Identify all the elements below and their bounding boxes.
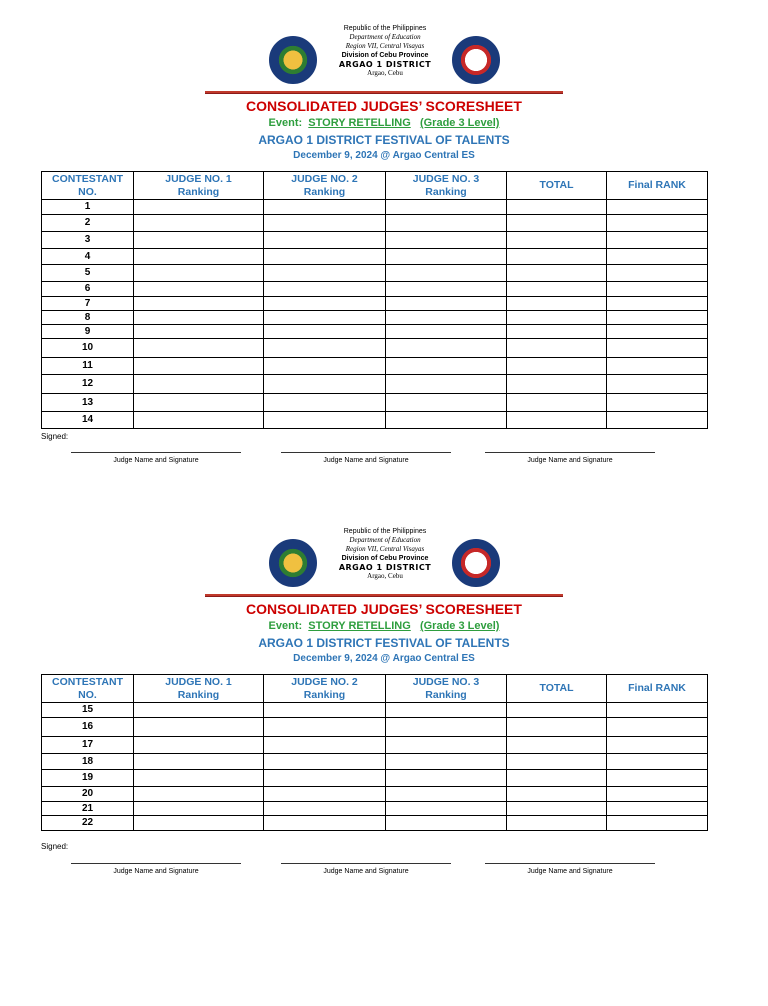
- contestant-number: 16: [42, 718, 134, 737]
- judge-2-cell[interactable]: [264, 358, 386, 375]
- judge-2-cell[interactable]: [264, 802, 386, 816]
- judge-1-cell[interactable]: [134, 311, 264, 325]
- cebu-province-seal-icon: [269, 539, 317, 587]
- contestant-number: 2: [42, 215, 134, 232]
- page-title: CONSOLIDATED JUDGES’ SCORESHEET: [246, 98, 522, 114]
- table-row: [42, 412, 708, 429]
- final-rank-cell[interactable]: [607, 215, 708, 232]
- event-name: STORY RETELLING: [308, 620, 411, 632]
- table-header-row: [42, 172, 708, 200]
- judge-1-cell[interactable]: [134, 703, 264, 718]
- judge-2-cell[interactable]: [264, 339, 386, 358]
- letterhead-region: Region VII, Central Visayas: [345, 42, 425, 50]
- final-rank-cell[interactable]: [607, 737, 708, 754]
- total-cell[interactable]: [507, 311, 607, 325]
- event-name: STORY RETELLING: [308, 117, 411, 129]
- judge-2-cell[interactable]: [264, 412, 386, 429]
- judge-2-cell[interactable]: [264, 232, 386, 249]
- final-rank-cell[interactable]: [607, 816, 708, 831]
- table-row: [42, 282, 708, 297]
- judge-2-cell[interactable]: [264, 200, 386, 215]
- judge-3-cell[interactable]: [386, 311, 507, 325]
- contestant-number: 19: [42, 770, 134, 787]
- judge-1-cell[interactable]: [134, 297, 264, 311]
- final-rank-cell[interactable]: [607, 394, 708, 412]
- event-date: December 9, 2024 @ Argao Central ES: [293, 653, 475, 664]
- letterhead-division: Division of Cebu Province: [341, 555, 429, 562]
- signature-label: Judge Name and Signature: [323, 457, 409, 464]
- judge-2-cell[interactable]: [264, 311, 386, 325]
- total-cell[interactable]: [507, 215, 607, 232]
- letterhead-text: [325, 527, 445, 581]
- event-level: (Grade 3 Level): [419, 620, 500, 632]
- table-row: [42, 339, 708, 358]
- final-rank-cell[interactable]: [607, 311, 708, 325]
- contestant-number: 10: [42, 339, 134, 358]
- final-rank-cell[interactable]: [607, 718, 708, 737]
- total-cell[interactable]: [507, 737, 607, 754]
- judge-signature-1: [71, 452, 241, 464]
- judge-3-cell[interactable]: [386, 232, 507, 249]
- contestant-number: 18: [42, 754, 134, 770]
- judge-2-cell[interactable]: [264, 816, 386, 831]
- judge-3-cell[interactable]: [386, 412, 507, 429]
- judge-3-cell[interactable]: [386, 770, 507, 787]
- deped-seal-icon: [452, 36, 500, 84]
- final-rank-cell[interactable]: [607, 282, 708, 297]
- total-cell[interactable]: [507, 375, 607, 394]
- judge-1-cell[interactable]: [134, 737, 264, 754]
- contestant-number: 15: [42, 703, 134, 718]
- total-cell[interactable]: [507, 787, 607, 802]
- judge-2-cell[interactable]: [264, 718, 386, 737]
- contestant-number: 1: [42, 200, 134, 215]
- total-cell[interactable]: [507, 703, 607, 718]
- table-row: [42, 802, 708, 816]
- judge-1-cell[interactable]: [134, 249, 264, 265]
- table-row: [42, 325, 708, 339]
- col-final-rank: Final RANK: [607, 172, 708, 200]
- total-cell[interactable]: [507, 297, 607, 311]
- judge-3-cell[interactable]: [386, 787, 507, 802]
- col-judge-3: JUDGE NO. 3 Ranking: [386, 172, 507, 200]
- total-cell[interactable]: [507, 232, 607, 249]
- header-divider: [205, 594, 563, 597]
- final-rank-cell[interactable]: [607, 375, 708, 394]
- final-rank-cell[interactable]: [607, 232, 708, 249]
- contestant-number: 3: [42, 232, 134, 249]
- judge-1-cell[interactable]: [134, 325, 264, 339]
- judge-signature-3: [485, 863, 655, 875]
- judge-1-cell[interactable]: [134, 215, 264, 232]
- letterhead-text: [325, 24, 445, 78]
- signature-label: Judge Name and Signature: [527, 457, 613, 464]
- contestant-number: 13: [42, 394, 134, 412]
- final-rank-cell[interactable]: [607, 200, 708, 215]
- final-rank-cell[interactable]: [607, 297, 708, 311]
- judge-3-cell[interactable]: [386, 394, 507, 412]
- final-rank-cell[interactable]: [607, 265, 708, 282]
- final-rank-cell[interactable]: [607, 787, 708, 802]
- scoresheet-table: [41, 674, 708, 831]
- table-row: [42, 249, 708, 265]
- judge-2-cell[interactable]: [264, 375, 386, 394]
- judge-1-cell[interactable]: [134, 358, 264, 375]
- judge-2-cell[interactable]: [264, 249, 386, 265]
- final-rank-cell[interactable]: [607, 358, 708, 375]
- judge-3-cell[interactable]: [386, 754, 507, 770]
- col-judge-2: JUDGE NO. 2 Ranking: [264, 172, 386, 200]
- final-rank-cell[interactable]: [607, 339, 708, 358]
- cebu-province-seal-icon: [269, 36, 317, 84]
- table-row: [42, 754, 708, 770]
- table-row: [42, 265, 708, 282]
- col-judge-1: JUDGE NO. 1 Ranking: [134, 172, 264, 200]
- table-row: [42, 718, 708, 737]
- header-divider: [205, 91, 563, 94]
- judge-3-cell[interactable]: [386, 200, 507, 215]
- judge-3-cell[interactable]: [386, 265, 507, 282]
- table-row: [42, 770, 708, 787]
- contestant-number: 12: [42, 375, 134, 394]
- judge-3-cell[interactable]: [386, 816, 507, 831]
- letterhead-republic: Republic of the Philippines: [343, 25, 427, 32]
- deped-seal-icon: [452, 539, 500, 587]
- judge-1-cell[interactable]: [134, 770, 264, 787]
- judge-1-cell[interactable]: [134, 232, 264, 249]
- contestant-number: 9: [42, 325, 134, 339]
- table-row: [42, 816, 708, 831]
- total-cell[interactable]: [507, 325, 607, 339]
- judge-1-cell[interactable]: [134, 394, 264, 412]
- judge-2-cell[interactable]: [264, 787, 386, 802]
- judge-2-cell[interactable]: [264, 394, 386, 412]
- judge-3-cell[interactable]: [386, 718, 507, 737]
- final-rank-cell[interactable]: [607, 703, 708, 718]
- table-row: [42, 297, 708, 311]
- col-total: TOTAL: [507, 675, 607, 703]
- contestant-number: 17: [42, 737, 134, 754]
- judge-3-cell[interactable]: [386, 703, 507, 718]
- letterhead: [265, 22, 510, 102]
- table-row: [42, 375, 708, 394]
- col-contestant-no: CONTESTANT NO.: [42, 172, 134, 200]
- total-cell[interactable]: [507, 358, 607, 375]
- event-line: [0, 620, 768, 632]
- signed-label: Signed:: [41, 842, 69, 851]
- col-judge-1: JUDGE NO. 1 Ranking: [134, 675, 264, 703]
- judge-3-cell[interactable]: [386, 325, 507, 339]
- judge-3-cell[interactable]: [386, 297, 507, 311]
- final-rank-cell[interactable]: [607, 770, 708, 787]
- judge-signature-2: [281, 863, 451, 875]
- judge-1-cell[interactable]: [134, 339, 264, 358]
- letterhead-district: ARGAO 1 DISTRICT: [338, 60, 432, 69]
- signature-line: [281, 452, 451, 453]
- letterhead-town: Argao, Cebu: [367, 69, 403, 77]
- contestant-number: 4: [42, 249, 134, 265]
- contestant-number: 6: [42, 282, 134, 297]
- judge-3-cell[interactable]: [386, 375, 507, 394]
- col-final-rank: Final RANK: [607, 675, 708, 703]
- table-row: [42, 737, 708, 754]
- judge-3-cell[interactable]: [386, 802, 507, 816]
- table-row: [42, 232, 708, 249]
- contestant-number: 21: [42, 802, 134, 816]
- final-rank-cell[interactable]: [607, 325, 708, 339]
- table-row: [42, 215, 708, 232]
- letterhead-region: Region VII, Central Visayas: [345, 545, 425, 553]
- total-cell[interactable]: [507, 718, 607, 737]
- judge-1-cell[interactable]: [134, 412, 264, 429]
- judge-3-cell[interactable]: [386, 737, 507, 754]
- contestant-number: 14: [42, 412, 134, 429]
- judge-1-cell[interactable]: [134, 265, 264, 282]
- contestant-number: 22: [42, 816, 134, 831]
- contestant-number: 20: [42, 787, 134, 802]
- judge-2-cell[interactable]: [264, 282, 386, 297]
- judge-3-cell[interactable]: [386, 249, 507, 265]
- col-judge-2: JUDGE NO. 2 Ranking: [264, 675, 386, 703]
- total-cell[interactable]: [507, 412, 607, 429]
- judge-1-cell[interactable]: [134, 282, 264, 297]
- total-cell[interactable]: [507, 265, 607, 282]
- judge-1-cell[interactable]: [134, 787, 264, 802]
- judge-2-cell[interactable]: [264, 703, 386, 718]
- event-date: December 9, 2024 @ Argao Central ES: [293, 150, 475, 161]
- total-cell[interactable]: [507, 802, 607, 816]
- page-title: CONSOLIDATED JUDGES’ SCORESHEET: [246, 601, 522, 617]
- total-cell[interactable]: [507, 249, 607, 265]
- signature-line: [71, 863, 241, 864]
- festival-title: ARGAO 1 DISTRICT FESTIVAL OF TALENTS: [258, 636, 510, 650]
- col-contestant-no: CONTESTANT NO.: [42, 675, 134, 703]
- total-cell[interactable]: [507, 394, 607, 412]
- judge-1-cell[interactable]: [134, 754, 264, 770]
- signature-line: [71, 452, 241, 453]
- signature-label: Judge Name and Signature: [113, 868, 199, 875]
- judge-1-cell[interactable]: [134, 718, 264, 737]
- final-rank-cell[interactable]: [607, 412, 708, 429]
- judge-2-cell[interactable]: [264, 737, 386, 754]
- table-row: [42, 358, 708, 375]
- signature-line: [485, 452, 655, 453]
- col-total: TOTAL: [507, 172, 607, 200]
- col-judge-3: JUDGE NO. 3 Ranking: [386, 675, 507, 703]
- letterhead-department: Department of Education: [349, 33, 421, 41]
- judge-1-cell[interactable]: [134, 816, 264, 831]
- judge-3-cell[interactable]: [386, 358, 507, 375]
- letterhead-republic: Republic of the Philippines: [343, 528, 427, 535]
- judge-1-cell[interactable]: [134, 375, 264, 394]
- judge-1-cell[interactable]: [134, 200, 264, 215]
- table-row: [42, 394, 708, 412]
- judge-2-cell[interactable]: [264, 215, 386, 232]
- total-cell[interactable]: [507, 770, 607, 787]
- signature-label: Judge Name and Signature: [113, 457, 199, 464]
- final-rank-cell[interactable]: [607, 249, 708, 265]
- total-cell[interactable]: [507, 200, 607, 215]
- event-level: (Grade 3 Level): [419, 117, 500, 129]
- scoresheet-table: [41, 171, 708, 429]
- table-row: [42, 787, 708, 802]
- judge-2-cell[interactable]: [264, 265, 386, 282]
- total-cell[interactable]: [507, 339, 607, 358]
- signature-label: Judge Name and Signature: [323, 868, 409, 875]
- contestant-number: 11: [42, 358, 134, 375]
- judge-3-cell[interactable]: [386, 339, 507, 358]
- signature-line: [281, 863, 451, 864]
- judge-2-cell[interactable]: [264, 754, 386, 770]
- total-cell[interactable]: [507, 282, 607, 297]
- judge-signature-2: [281, 452, 451, 464]
- letterhead-department: Department of Education: [349, 536, 421, 544]
- judge-1-cell[interactable]: [134, 802, 264, 816]
- contestant-number: 7: [42, 297, 134, 311]
- judge-2-cell[interactable]: [264, 770, 386, 787]
- judge-signature-3: [485, 452, 655, 464]
- judge-3-cell[interactable]: [386, 282, 507, 297]
- table-row: [42, 311, 708, 325]
- festival-title: ARGAO 1 DISTRICT FESTIVAL OF TALENTS: [258, 133, 510, 147]
- judge-2-cell[interactable]: [264, 325, 386, 339]
- letterhead-division: Division of Cebu Province: [341, 52, 429, 59]
- total-cell[interactable]: [507, 816, 607, 831]
- letterhead-district: ARGAO 1 DISTRICT: [338, 563, 432, 572]
- event-line: [0, 117, 768, 129]
- letterhead: [265, 525, 510, 605]
- table-row: [42, 703, 708, 718]
- judge-2-cell[interactable]: [264, 297, 386, 311]
- letterhead-town: Argao, Cebu: [367, 572, 403, 580]
- event-prefix: Event:: [268, 117, 303, 129]
- signature-line: [485, 863, 655, 864]
- table-row: [42, 200, 708, 215]
- table-header-row: [42, 675, 708, 703]
- final-rank-cell[interactable]: [607, 754, 708, 770]
- event-prefix: Event:: [268, 620, 303, 632]
- contestant-number: 8: [42, 311, 134, 325]
- signature-label: Judge Name and Signature: [527, 868, 613, 875]
- final-rank-cell[interactable]: [607, 802, 708, 816]
- contestant-number: 5: [42, 265, 134, 282]
- judge-3-cell[interactable]: [386, 215, 507, 232]
- signed-label: Signed:: [41, 432, 69, 441]
- total-cell[interactable]: [507, 754, 607, 770]
- judge-signature-1: [71, 863, 241, 875]
